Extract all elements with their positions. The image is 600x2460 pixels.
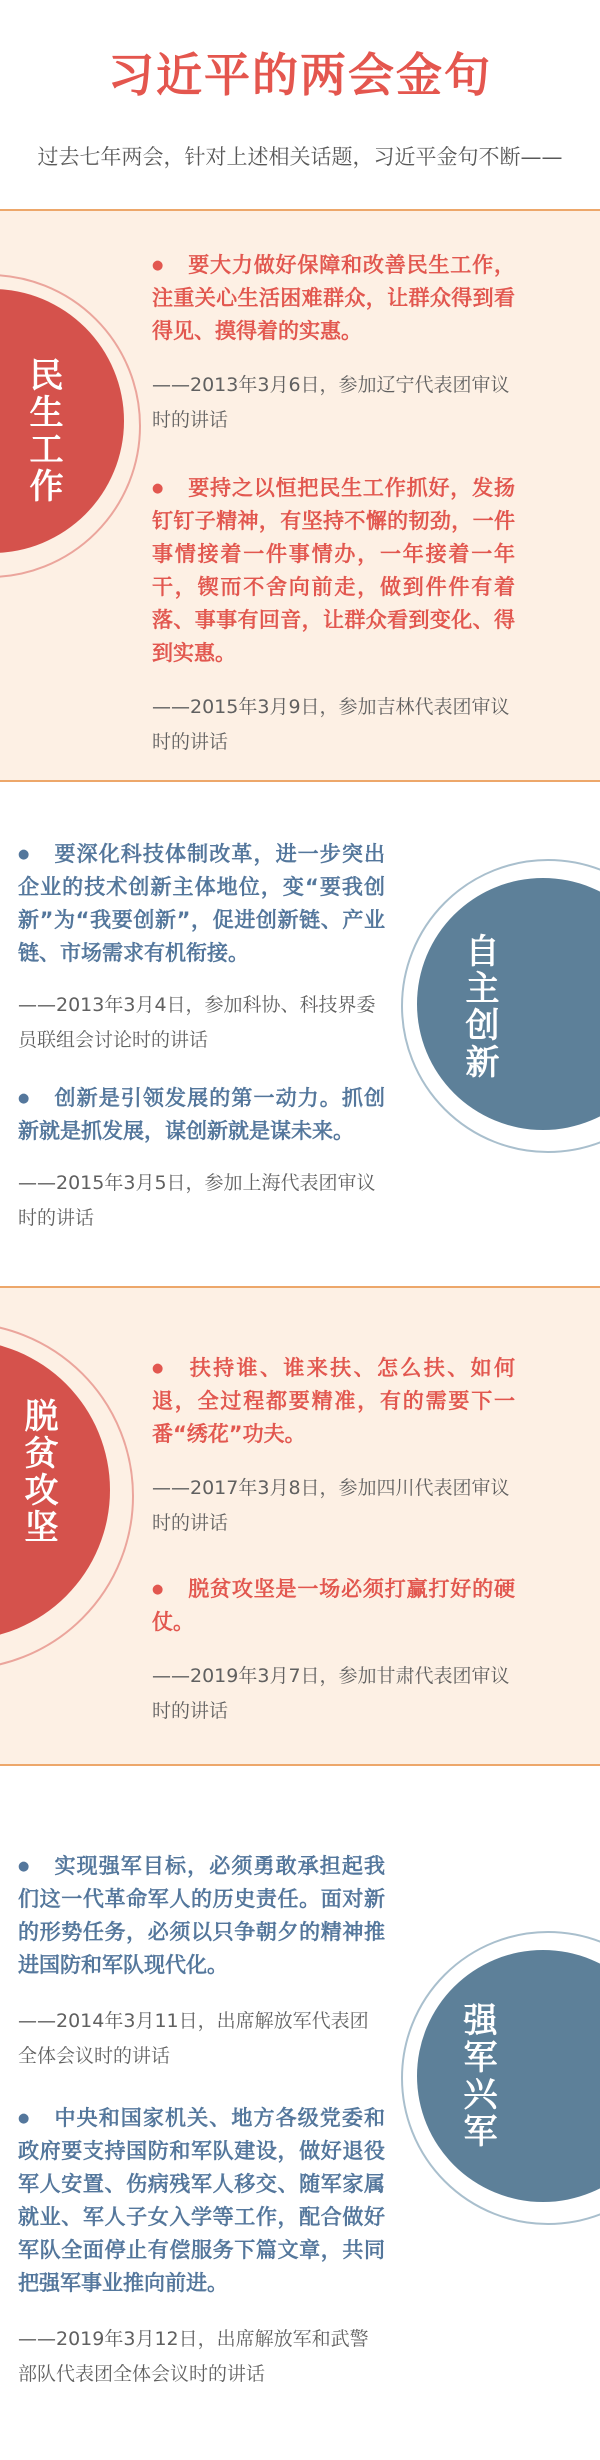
bullet-icon: ●: [152, 1360, 166, 1376]
page-title: 习近平的两会金句: [108, 48, 492, 102]
quote-source: ——2019年3月7日，参加甘肃代表团审议时的讲话: [152, 1664, 510, 1722]
page-subtitle: 过去七年两会，针对上述相关话题，习近平金句不断——: [37, 144, 563, 169]
bullet-icon: ●: [152, 257, 165, 273]
bullet-icon: ●: [152, 480, 165, 496]
section-minsheng-gongzuo: [0, 209, 600, 782]
bullet-icon: ●: [18, 1858, 31, 1874]
section-content: [0, 782, 600, 1286]
bullet-icon: ●: [18, 1090, 31, 1106]
quote-source: ——2014年3月11日，出席解放军代表团全体会议时的讲话: [18, 2009, 369, 2067]
quote-text: [18, 2102, 385, 2300]
section-content: [0, 211, 600, 780]
quote-body: 中央和国家机关、地方各级党委和政府要支持国防和军队建设，做好退役军人安置、伤病残军人移交、随军家属就业、军人子女入学等工作，配合做好军队全面停止有偿服务下篇文章，共同把强军事业推向前进。: [18, 2105, 386, 2295]
section-tuopin-gongjian: [0, 1286, 600, 1766]
topic-label: 强军兴军: [457, 2001, 497, 2150]
quote-body: 扶持谁、谁来扶、怎么扶、如何退，全过程都要精准，有的需要下一番“绣花”功夫。: [152, 1355, 516, 1446]
quote-text: [152, 249, 515, 348]
quote-text: [152, 1352, 515, 1451]
quote-text: [152, 472, 515, 670]
topic-label: 民生工作: [23, 356, 63, 505]
quote-body: 脱贫攻坚是一场必须打赢打好的硬仗。: [152, 1576, 515, 1634]
quote-body: 实现强军目标，必须勇敢承担起我们这一代革命军人的历史责任。面对新的形势任务，必须以只争朝夕的精神推进国防和军队现代化。: [18, 1853, 386, 1977]
header: [0, 0, 600, 172]
topic-label: 自主创新: [459, 932, 499, 1081]
quote-text: [18, 1850, 385, 1982]
section-qiangjun-xingjun: [0, 1766, 600, 2460]
section-content: [0, 1766, 600, 2458]
quote-text: [18, 838, 385, 970]
bullet-icon: ●: [18, 2110, 31, 2126]
quote-source: ——2017年3月8日，参加四川代表团审议时的讲话: [152, 1476, 510, 1534]
section-zizhu-chuangxin: [0, 782, 600, 1286]
quote-body: 创新是引领发展的第一动力。抓创新就是抓发展，谋创新就是谋未来。: [18, 1085, 386, 1143]
quote-body: 要深化科技体制改革，进一步突出企业的技术创新主体地位，变“要我创新”为“我要创新”，促进创新链、产业链、市场需求有机衔接。: [18, 841, 386, 965]
quote-source: ——2013年3月4日，参加科协、科技界委员联组会讨论时的讲话: [18, 993, 376, 1051]
quote-source: ——2015年3月5日，参加上海代表团审议时的讲话: [18, 1171, 376, 1229]
quote-body: 要大力做好保障和改善民生工作，注重关心生活困难群众，让群众得到看得见、摸得着的实惠。: [152, 252, 515, 343]
quote-text: [152, 1573, 515, 1639]
bullet-icon: ●: [18, 846, 31, 862]
quote-source: ——2013年3月6日，参加辽宁代表团审议时的讲话: [152, 373, 510, 431]
quote-source: ——2019年3月12日，出席解放军和武警部队代表团全体会议时的讲话: [18, 2327, 369, 2385]
section-content: [0, 1288, 600, 1764]
quote-body: 要持之以恒把民生工作抓好，发扬钉钉子精神，有坚持不懈的韧劲，一件事情接着一件事情办，一年接着一年干，锲而不舍向前走，做到件件有着落、事事有回音，让群众看到变化、得到实惠。: [152, 475, 515, 665]
topic-label: 脱贫攻坚: [18, 1397, 58, 1546]
bullet-icon: ●: [152, 1581, 165, 1597]
quote-source: ——2015年3月9日，参加吉林代表团审议时的讲话: [152, 695, 510, 753]
quote-text: [18, 1082, 385, 1148]
